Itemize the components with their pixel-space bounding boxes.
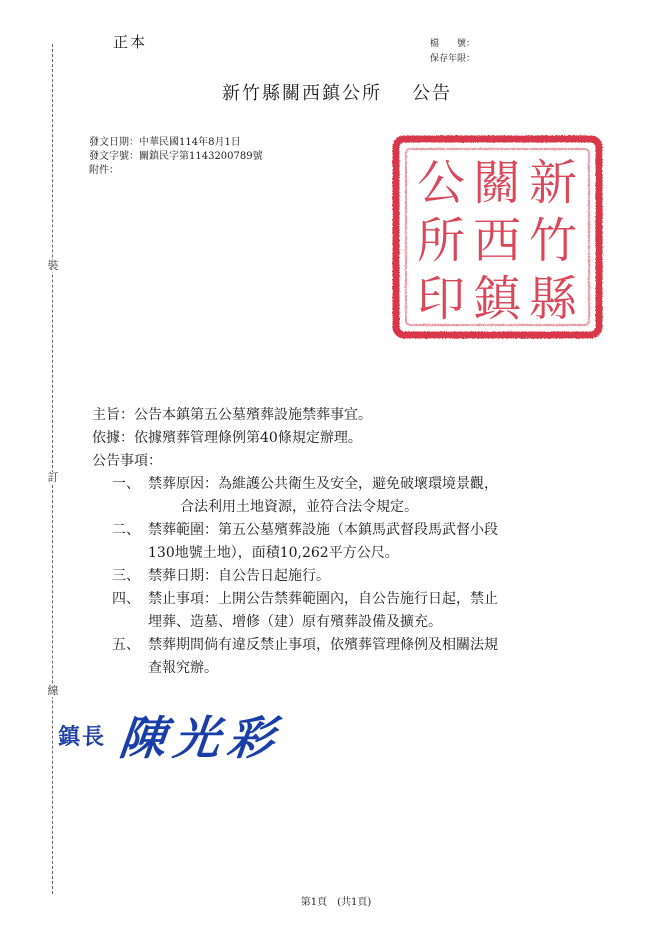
item-line-2: 合法利用土地資源，並符合法令規定。: [180, 499, 418, 515]
item-line-2: 查報究辦。: [148, 660, 218, 676]
item-number: 三、: [112, 568, 140, 584]
issue-info: [89, 136, 263, 178]
seal-char: 公: [416, 155, 466, 211]
retention-row: [430, 52, 475, 67]
title-org: 新竹縣關西鎮公所: [222, 83, 382, 104]
item-number: 二、: [112, 522, 140, 538]
notice-item: [112, 519, 612, 565]
basis-line: 依據：依據殯葬管理條例第40條規定辦理。: [92, 430, 362, 446]
signature-name: 陳光彩: [116, 711, 285, 765]
seal-char: 印: [416, 271, 466, 327]
page-number: 第1頁 (共1頁): [300, 897, 372, 908]
notice-items: [112, 473, 612, 680]
mayor-signature: [58, 700, 285, 770]
issue-date: 發文日期：中華民國114年8月1日: [89, 137, 241, 148]
signature-position: 鎮長: [58, 723, 107, 750]
item-line-1: 禁葬範圍：第五公墓殯葬設施（本鎮馬武督段馬武督小段: [148, 522, 498, 538]
notice-item: [112, 588, 612, 634]
item-line-1: 禁止事項：上開公告禁葬範圍內，自公告施行日起，禁止: [148, 591, 498, 607]
item-line-2: 埋葬、造墓、增修（建）原有殯葬設備及擴充。: [148, 614, 442, 630]
seal-char: 西: [472, 213, 522, 269]
copy-mark: 正本: [113, 33, 148, 51]
binding-char-zhuang: 裝: [47, 259, 59, 272]
item-number: 四、: [112, 591, 140, 607]
items-heading: 公告事項：: [92, 453, 162, 469]
seal-char: 新: [528, 155, 578, 211]
notice-item: [112, 565, 612, 588]
notice-body: [92, 404, 612, 680]
issue-attachment: 附件：: [89, 165, 119, 176]
page-title: [222, 79, 452, 105]
seal-char: 竹: [528, 213, 578, 269]
seal-char: 所: [416, 213, 466, 269]
file-no-label: 檔 號：: [430, 39, 476, 49]
title-doc-type: 公告: [412, 83, 452, 104]
binding-line: [52, 44, 53, 894]
seal-char: 縣: [528, 271, 578, 327]
item-number: 五、: [112, 637, 140, 653]
subject-line: 主旨：公告本鎮第五公墓殯葬設施禁葬事宜。: [92, 407, 372, 423]
binding-char-ding: 訂: [47, 471, 59, 484]
item-line-2: 130地號土地），面積10,262平方公尺。: [148, 545, 399, 561]
file-meta: [430, 37, 475, 67]
retention-label: 保存年限：: [430, 54, 476, 64]
notice-item: [112, 634, 612, 680]
item-number: 一、: [112, 476, 140, 492]
item-line-1: 禁葬原因：為維護公共衛生及安全，避免破壞環境景觀，: [148, 476, 498, 492]
seal-char: 關: [472, 155, 522, 211]
file-no-row: [430, 37, 475, 52]
item-line-1: 禁葬日期：自公告日起施行。: [148, 568, 330, 584]
notice-item: [112, 473, 612, 519]
item-line-1: 禁葬期間倘有違反禁止事項，依殯葬管理條例及相關法規: [148, 637, 498, 653]
binding-char-xian: 線: [47, 684, 59, 697]
issue-ref-no: 發文字號：關鎮民字第1143200789號: [89, 151, 263, 162]
official-seal: [390, 133, 605, 341]
seal-char: 鎮: [472, 271, 522, 327]
